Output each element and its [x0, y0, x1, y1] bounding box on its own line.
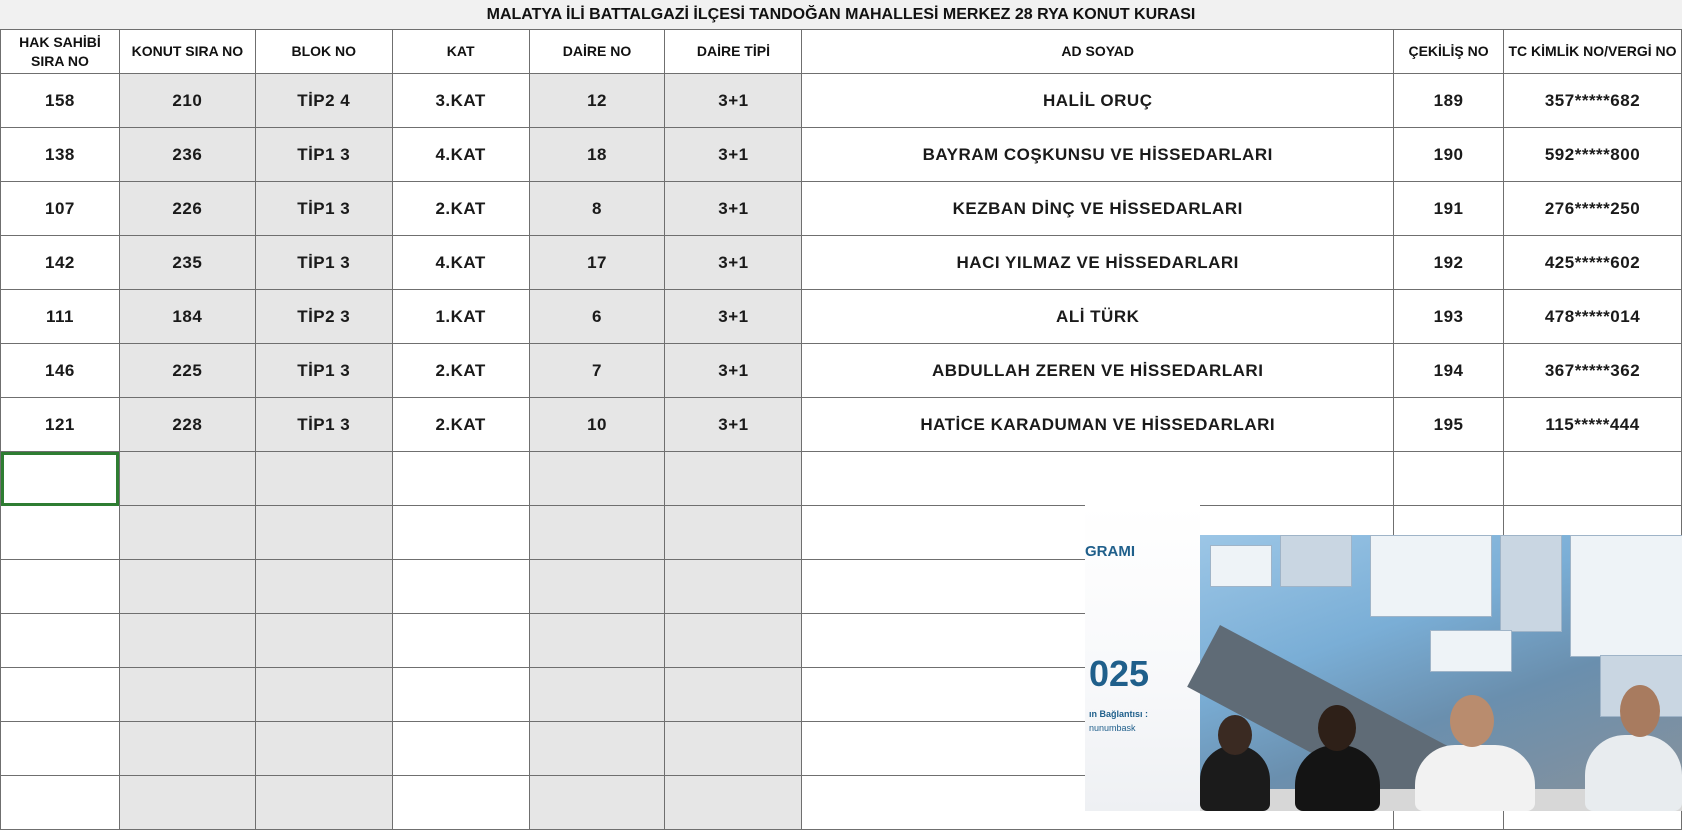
empty-cell[interactable] — [255, 452, 392, 506]
table-row — [1, 128, 1682, 182]
cell-tc-kimlik[interactable]: 425*****602 — [1504, 236, 1682, 290]
header-ad-soyad[interactable]: AD SOYAD — [802, 30, 1394, 74]
cell-cekilis-no[interactable]: 190 — [1394, 128, 1504, 182]
overlay-banner — [1085, 505, 1200, 811]
overlay-link-url: nunumbask — [1089, 723, 1136, 733]
empty-cell[interactable] — [1, 560, 120, 614]
empty-cell[interactable] — [529, 560, 665, 614]
cell-cekilis-no[interactable]: 192 — [1394, 236, 1504, 290]
cell-blok-no[interactable]: TİP1 3 — [255, 236, 392, 290]
cell-kat[interactable]: 1.KAT — [392, 290, 529, 344]
cell-ad-soyad[interactable]: ABDULLAH ZEREN VE HİSSEDARLARI — [802, 344, 1394, 398]
photo-building — [1570, 535, 1682, 657]
empty-cell[interactable] — [665, 668, 802, 722]
empty-cell[interactable] — [529, 776, 665, 830]
table-row — [1, 398, 1682, 452]
cell-daire-tipi[interactable]: 3+1 — [665, 182, 802, 236]
table-row — [1, 344, 1682, 398]
empty-cell[interactable] — [665, 560, 802, 614]
header-blok-no[interactable]: BLOK NO — [255, 30, 392, 74]
person-figure — [1295, 745, 1380, 811]
empty-cell[interactable] — [665, 506, 802, 560]
cell-ad-soyad[interactable]: HACI YILMAZ VE HİSSEDARLARI — [802, 236, 1394, 290]
person-head — [1450, 695, 1494, 747]
empty-cell[interactable] — [392, 668, 529, 722]
empty-cell[interactable] — [255, 506, 392, 560]
cell-cekilis-no[interactable]: 195 — [1394, 398, 1504, 452]
cell-ad-soyad[interactable]: HALİL ORUÇ — [802, 74, 1394, 128]
empty-cell[interactable] — [392, 560, 529, 614]
cell-ad-soyad[interactable]: BAYRAM COŞKUNSU VE HİSSEDARLARI — [802, 128, 1394, 182]
cell-kat[interactable]: 2.KAT — [392, 182, 529, 236]
empty-cell[interactable] — [665, 722, 802, 776]
empty-cell[interactable] — [255, 668, 392, 722]
person-head — [1318, 705, 1356, 751]
empty-cell[interactable] — [255, 560, 392, 614]
cell-tc-kimlik[interactable]: 276*****250 — [1504, 182, 1682, 236]
cell-tc-kimlik[interactable]: 357*****682 — [1504, 74, 1682, 128]
empty-cell[interactable] — [529, 668, 665, 722]
cell-blok-no[interactable]: TİP1 3 — [255, 344, 392, 398]
empty-cell[interactable] — [665, 776, 802, 830]
cell-konut-sira-no[interactable]: 226 — [119, 182, 255, 236]
cell-daire-no[interactable]: 7 — [529, 344, 665, 398]
header-cekilis-no[interactable]: ÇEKİLİŞ NO — [1394, 30, 1504, 74]
cell-daire-no[interactable]: 10 — [529, 398, 665, 452]
cell-ad-soyad[interactable]: KEZBAN DİNÇ VE HİSSEDARLARI — [802, 182, 1394, 236]
cell-ad-soyad[interactable]: ALİ TÜRK — [802, 290, 1394, 344]
empty-cell[interactable] — [1, 722, 120, 776]
header-konut-sira-no[interactable]: KONUT SIRA NO — [119, 30, 255, 74]
header-tc-kimlik[interactable]: TC KİMLİK NO/VERGİ NO — [1504, 30, 1682, 74]
cell-kat[interactable]: 2.KAT — [392, 398, 529, 452]
photo-building — [1430, 630, 1512, 672]
cell-konut-sira-no[interactable]: 184 — [119, 290, 255, 344]
empty-cell[interactable] — [1, 776, 120, 830]
empty-row — [1, 452, 1682, 506]
cell-daire-tipi[interactable]: 3+1 — [665, 128, 802, 182]
photo-building — [1280, 535, 1352, 587]
cell-konut-sira-no[interactable]: 235 — [119, 236, 255, 290]
cell-daire-tipi[interactable]: 3+1 — [665, 74, 802, 128]
cell-daire-no[interactable]: 8 — [529, 182, 665, 236]
table-row — [1, 236, 1682, 290]
cell-cekilis-no[interactable]: 193 — [1394, 290, 1504, 344]
empty-cell[interactable] — [529, 722, 665, 776]
header-daire-tipi[interactable]: DAİRE TİPİ — [665, 30, 802, 74]
cell-hak-sahibi-sira-no[interactable]: 146 — [1, 344, 120, 398]
empty-cell[interactable] — [529, 614, 665, 668]
cell-kat[interactable]: 4.KAT — [392, 128, 529, 182]
empty-cell[interactable] — [665, 614, 802, 668]
overlay-program-text: GRAMI — [1085, 543, 1135, 560]
empty-cell[interactable] — [1, 668, 120, 722]
empty-cell[interactable] — [392, 506, 529, 560]
empty-cell[interactable] — [529, 506, 665, 560]
header-kat[interactable]: KAT — [392, 30, 529, 74]
cell-tc-kimlik[interactable]: 367*****362 — [1504, 344, 1682, 398]
overlay-year-text: 025 — [1089, 653, 1150, 694]
cell-blok-no[interactable]: TİP2 4 — [255, 74, 392, 128]
cell-blok-no[interactable]: TİP1 3 — [255, 128, 392, 182]
cell-cekilis-no[interactable]: 194 — [1394, 344, 1504, 398]
table-header-row — [1, 30, 1682, 74]
cell-konut-sira-no[interactable]: 225 — [119, 344, 255, 398]
table-row — [1, 182, 1682, 236]
cell-tc-kimlik[interactable]: 115*****444 — [1504, 398, 1682, 452]
header-daire-no[interactable]: DAİRE NO — [529, 30, 665, 74]
cell-hak-sahibi-sira-no[interactable]: 142 — [1, 236, 120, 290]
cell-tc-kimlik[interactable]: 592*****800 — [1504, 128, 1682, 182]
photo-building — [1500, 535, 1562, 632]
empty-cell[interactable] — [119, 776, 255, 830]
empty-cell[interactable] — [119, 506, 255, 560]
empty-cell[interactable] — [1, 506, 120, 560]
person-head — [1620, 685, 1660, 737]
cell-hak-sahibi-sira-no[interactable]: 121 — [1, 398, 120, 452]
empty-cell[interactable] — [392, 614, 529, 668]
person-head — [1218, 715, 1252, 755]
cell-daire-tipi[interactable]: 3+1 — [665, 236, 802, 290]
cell-daire-tipi[interactable]: 3+1 — [665, 290, 802, 344]
empty-cell[interactable] — [119, 668, 255, 722]
cell-daire-no[interactable]: 17 — [529, 236, 665, 290]
cell-daire-no[interactable]: 18 — [529, 128, 665, 182]
cell-ad-soyad[interactable]: HATİCE KARADUMAN VE HİSSEDARLARI — [802, 398, 1394, 452]
header-hak-sahibi-sira-no[interactable]: HAK SAHİBİ SIRA NO — [1, 30, 120, 74]
selected-cell[interactable] — [1, 452, 120, 506]
cell-hak-sahibi-sira-no[interactable]: 107 — [1, 182, 120, 236]
cell-daire-no[interactable]: 6 — [529, 290, 665, 344]
sheet-title: MALATYA İLİ BATTALGAZİ İLÇESİ TANDOĞAN MAHALLESİ MERKEZ 28 RYA KONUT KURASI — [0, 0, 1682, 30]
empty-cell[interactable] — [665, 452, 802, 506]
cell-daire-tipi[interactable]: 3+1 — [665, 344, 802, 398]
cell-blok-no[interactable]: TİP1 3 — [255, 398, 392, 452]
empty-cell[interactable] — [529, 452, 665, 506]
empty-cell[interactable] — [1, 614, 120, 668]
cell-cekilis-no[interactable]: 189 — [1394, 74, 1504, 128]
person-figure — [1415, 745, 1535, 811]
person-figure — [1585, 735, 1682, 811]
empty-cell[interactable] — [255, 776, 392, 830]
empty-cell[interactable] — [392, 776, 529, 830]
photo-building — [1210, 545, 1272, 587]
table-row — [1, 74, 1682, 128]
overlay-city-photo — [1200, 535, 1682, 811]
empty-cell[interactable] — [392, 452, 529, 506]
video-overlay — [1085, 505, 1682, 811]
cell-hak-sahibi-sira-no[interactable]: 138 — [1, 128, 120, 182]
cell-blok-no[interactable]: TİP1 3 — [255, 182, 392, 236]
cell-konut-sira-no[interactable]: 228 — [119, 398, 255, 452]
cell-kat[interactable]: 4.KAT — [392, 236, 529, 290]
cell-tc-kimlik[interactable]: 478*****014 — [1504, 290, 1682, 344]
empty-cell[interactable] — [392, 722, 529, 776]
cell-daire-no[interactable]: 12 — [529, 74, 665, 128]
empty-cell[interactable] — [255, 614, 392, 668]
empty-cell[interactable] — [1394, 452, 1504, 506]
cell-cekilis-no[interactable]: 191 — [1394, 182, 1504, 236]
cell-blok-no[interactable]: TİP2 3 — [255, 290, 392, 344]
cell-konut-sira-no[interactable]: 236 — [119, 128, 255, 182]
cell-kat[interactable]: 2.KAT — [392, 344, 529, 398]
empty-cell[interactable] — [119, 560, 255, 614]
cell-konut-sira-no[interactable]: 210 — [119, 74, 255, 128]
cell-hak-sahibi-sira-no[interactable]: 111 — [1, 290, 120, 344]
cell-kat[interactable]: 3.KAT — [392, 74, 529, 128]
cell-hak-sahibi-sira-no[interactable]: 158 — [1, 74, 120, 128]
empty-cell[interactable] — [119, 722, 255, 776]
photo-building — [1370, 535, 1492, 617]
empty-cell[interactable] — [1504, 452, 1682, 506]
empty-cell[interactable] — [119, 452, 255, 506]
overlay-link-label: ın Bağlantısı : — [1089, 709, 1149, 719]
table-row — [1, 290, 1682, 344]
empty-cell[interactable] — [802, 452, 1394, 506]
cell-daire-tipi[interactable]: 3+1 — [665, 398, 802, 452]
empty-cell[interactable] — [119, 614, 255, 668]
empty-cell[interactable] — [255, 722, 392, 776]
